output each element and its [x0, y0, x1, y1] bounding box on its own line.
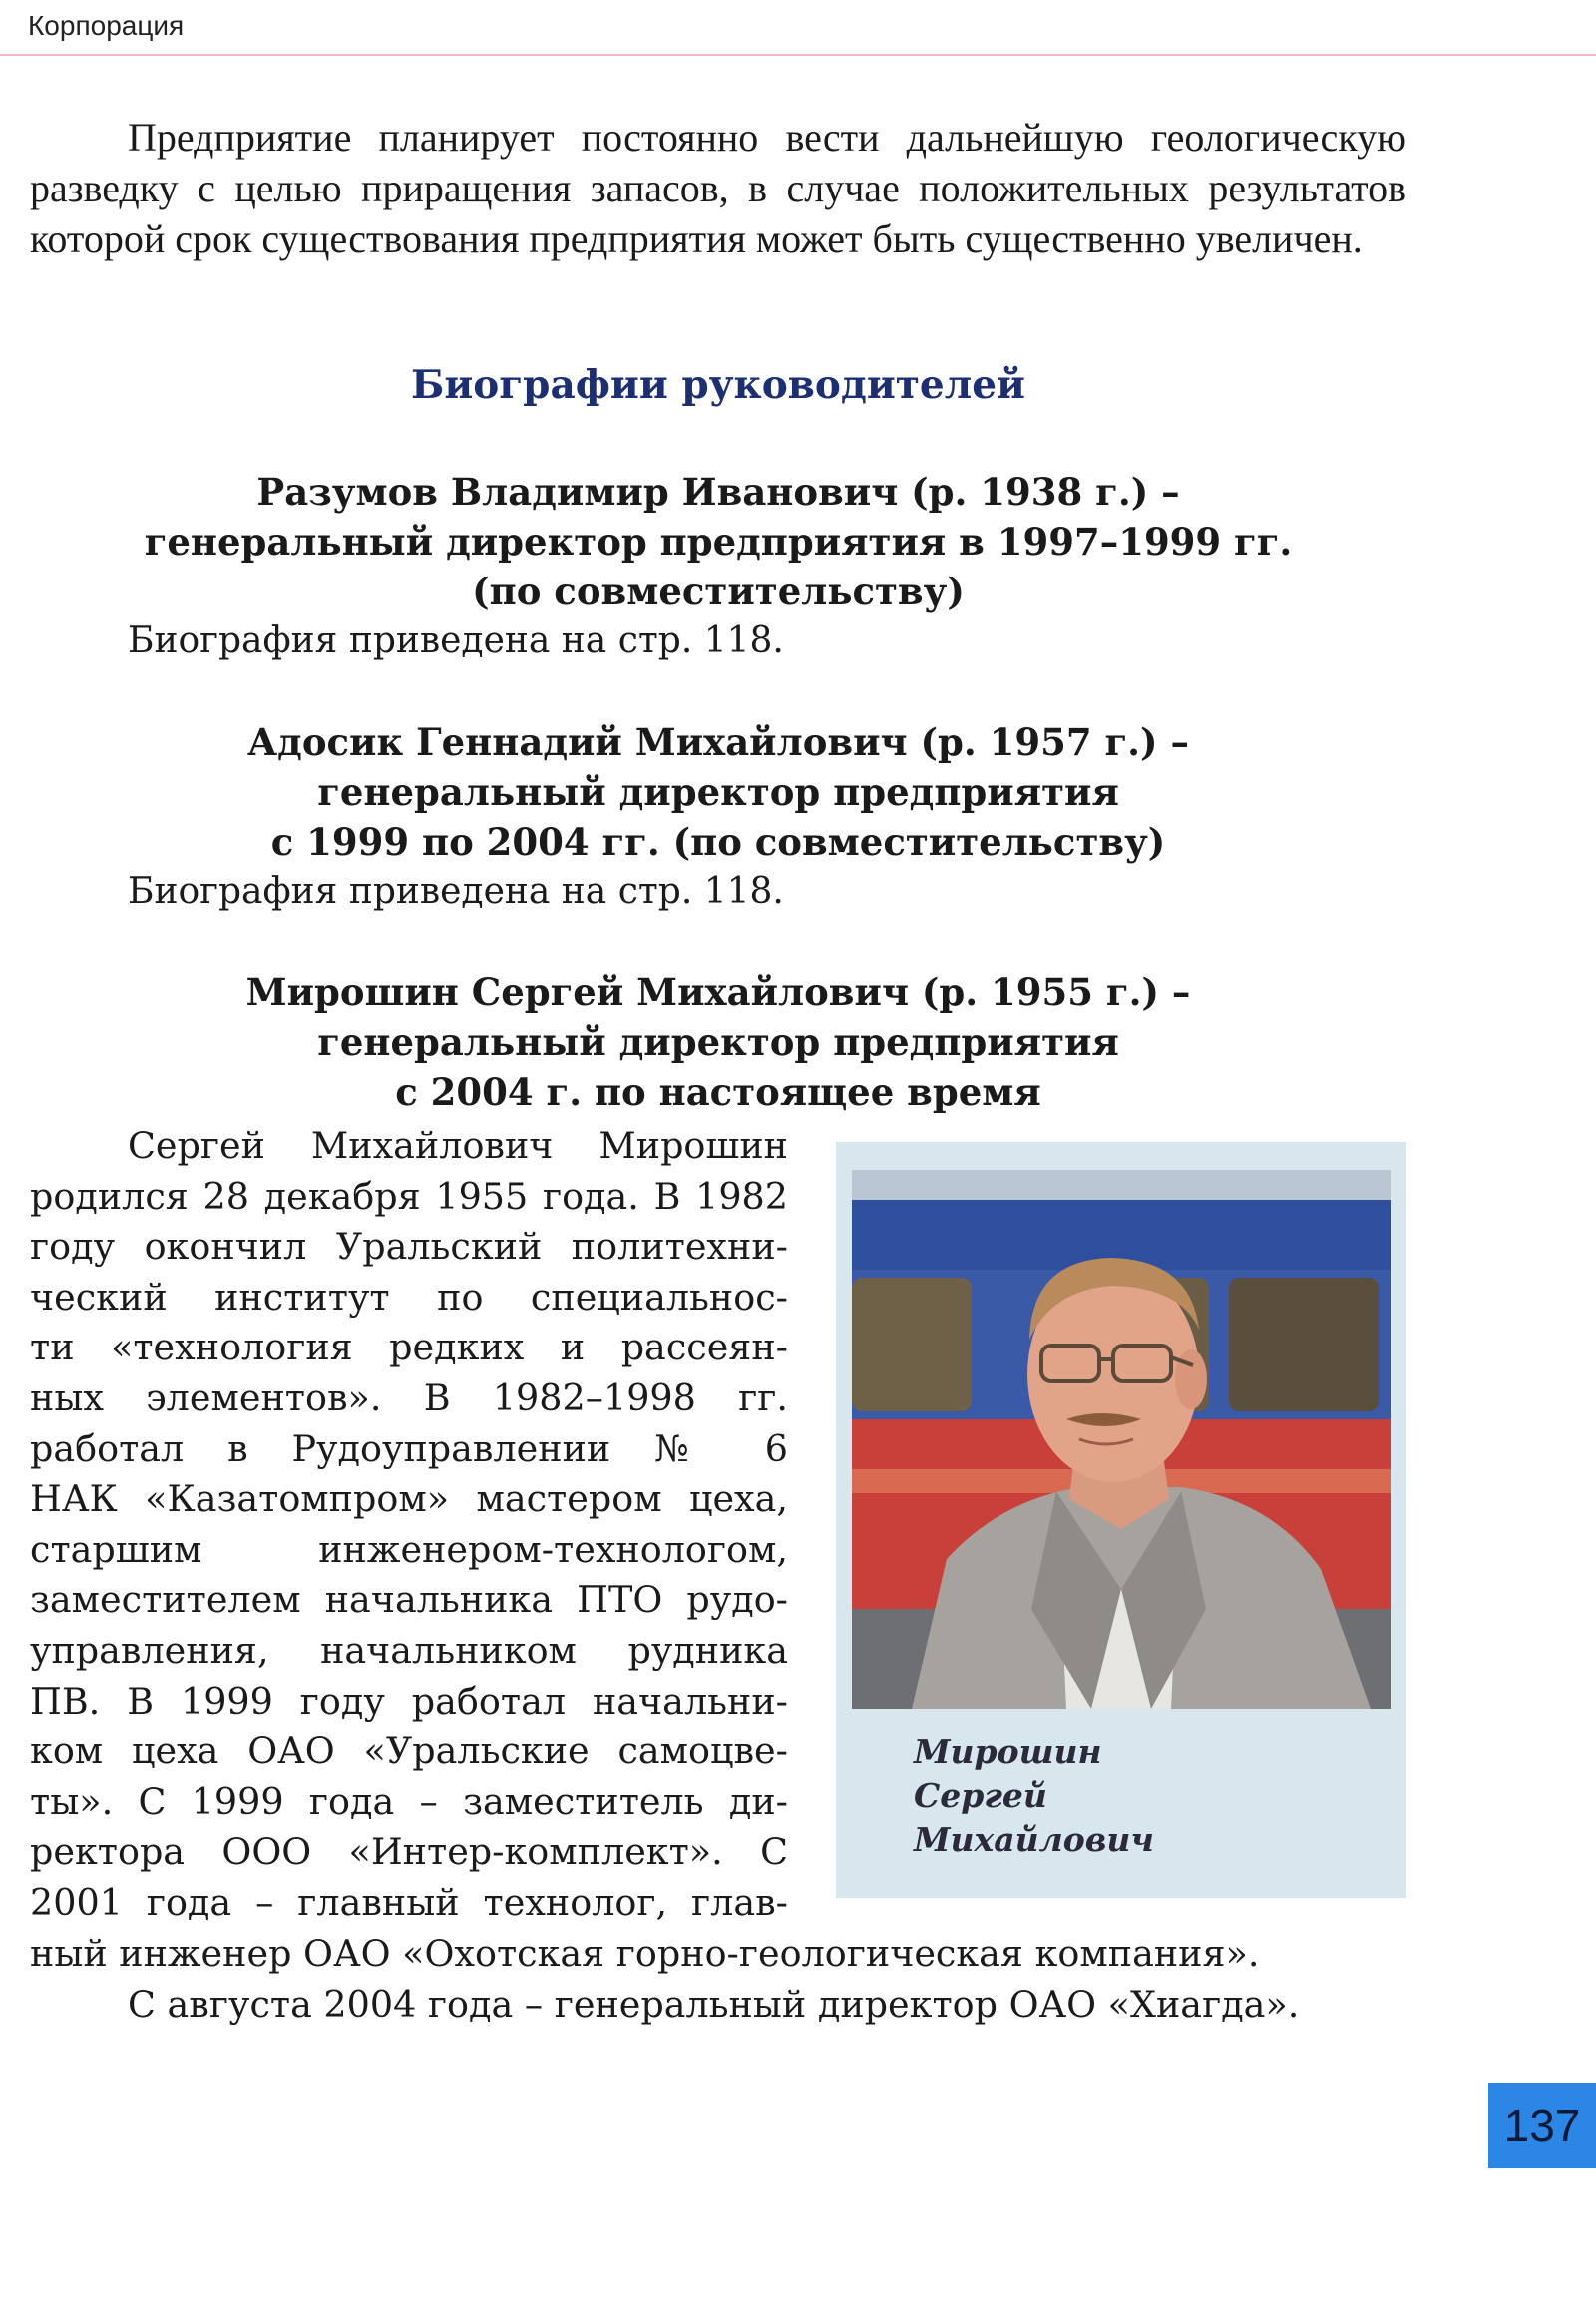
bio-text-line: родился 28 декабря 1955 года. В 1982 — [30, 1174, 788, 1218]
caption-line: Мирошин — [914, 1732, 1102, 1771]
bio-text-line: ком цеха ОАО «Уральские самоцве- — [30, 1730, 788, 1773]
bio-reference-adosik: Биография приведена на стр. 118. — [128, 871, 784, 912]
bio-text-line: 2001 года – главный технолог, глав- — [30, 1880, 788, 1924]
section-title: Биографии руководителей — [411, 362, 1025, 408]
bio-heading-razumov — [0, 467, 1436, 616]
page-number: 137 — [1488, 2083, 1596, 2168]
bio-text-line: старшим инженером-технологом, — [30, 1527, 788, 1571]
bio-heading-line: Мирошин Сергей Михайлович (р. 1955 г.) – — [245, 970, 1191, 1014]
bio-heading-adosik — [0, 717, 1436, 867]
bio-heading-line: Разумов Владимир Иванович (р. 1938 г.) – — [256, 470, 1180, 514]
bio-text-line: году окончил Уральский политехни- — [30, 1225, 788, 1269]
bio-heading-line: генеральный директор предприятия — [317, 770, 1119, 814]
bio-heading-miroshin — [0, 967, 1436, 1117]
bio-text-line: НАК «Казатомпром» мастером цеха, — [30, 1477, 788, 1521]
bio-text-line: ты». С 1999 года – заместитель ди- — [30, 1779, 788, 1823]
bio-text-line: ти «технология редких и рассеян- — [30, 1326, 788, 1369]
bio-heading-line: с 1999 по 2004 гг. (по совместительству) — [270, 820, 1166, 864]
portrait-card — [836, 1142, 1406, 1898]
bio-text-line: заместителем начальника ПТО рудо- — [30, 1578, 788, 1622]
bio-heading-line: генеральный директор предприятия в 1997–1999 гг. — [144, 520, 1293, 564]
bio-text-line: ректора ООО «Интер-комплект». С — [30, 1830, 788, 1874]
bio-text-line: Сергей Михайлович Мирошин — [128, 1124, 788, 1167]
bio-text-line: ПВ. В 1999 году работал начальни- — [30, 1679, 788, 1723]
header-rule — [0, 54, 1596, 56]
portrait-illustration — [852, 1170, 1391, 1709]
photo-caption — [914, 1731, 1154, 1862]
bio-heading-line: с 2004 г. по настоящее время — [395, 1070, 1041, 1114]
bio-heading-line: (по совместительству) — [472, 570, 965, 613]
intro-paragraph: Предприятие планирует постоянно вести дальнейшую геологическую разведку с целью приращения запасов, в случае положительных результатов которой срок существования предприятия может быть существенно увеличен. — [30, 115, 1406, 261]
bio-text-line: ческий институт по специальнос- — [30, 1275, 788, 1319]
bio-text-line: ный инженер ОАО «Охотская горно-геологическая компания». — [30, 1932, 1260, 1975]
bio-text-line: С августа 2004 года – генеральный директор ОАО «Хиагда». — [128, 1982, 1300, 2026]
caption-line: Сергей — [914, 1776, 1047, 1815]
running-head: Корпорация — [28, 10, 185, 41]
portrait-photo — [852, 1170, 1391, 1709]
bio-text-tail — [30, 1929, 1446, 2030]
bio-heading-line: Адосик Геннадий Михайлович (р. 1957 г.) – — [247, 720, 1189, 764]
bio-text-line: работал в Рудоуправлении № 6 — [30, 1426, 788, 1470]
bio-text-line: управления, начальником рудника — [30, 1628, 788, 1672]
bio-heading-line: генеральный директор предприятия — [317, 1020, 1119, 1064]
bio-reference-razumov: Биография приведена на стр. 118. — [128, 620, 784, 661]
caption-line: Михайлович — [914, 1820, 1154, 1859]
bio-text-miroshin — [30, 1121, 788, 1929]
bio-text-line: ных элементов». В 1982–1998 гг. — [30, 1375, 788, 1419]
